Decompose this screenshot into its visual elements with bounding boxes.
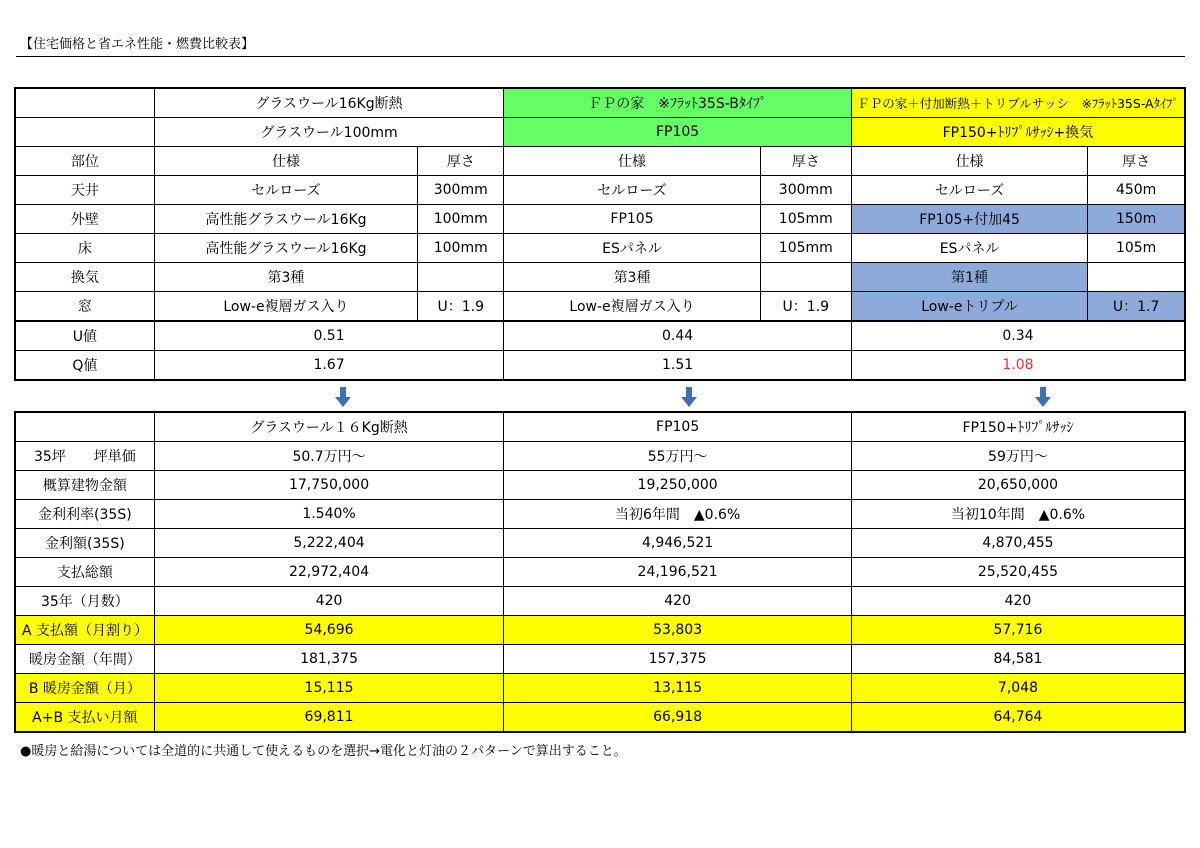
- cell: FP105+付加45: [851, 205, 1087, 234]
- cell: 0.44: [504, 321, 852, 351]
- cell: 100mm: [418, 205, 504, 234]
- cell: セルローズ: [154, 176, 417, 205]
- arrow-down-icon: [334, 386, 352, 408]
- title-underline: [16, 56, 1185, 57]
- q-value-row: [15, 351, 1185, 381]
- cell: 54,696: [154, 616, 504, 645]
- cell: セルローズ: [504, 176, 760, 205]
- cell: 22,972,404: [154, 558, 504, 587]
- cost-row: [15, 442, 1185, 471]
- row-label: U値: [15, 321, 154, 351]
- u-value-row: [15, 321, 1185, 351]
- cost-comparison-table: [14, 411, 1186, 733]
- cell: ESパネル: [851, 234, 1087, 263]
- cell: 1.51: [504, 351, 852, 381]
- col-header-fp-plus: ＦＰの家＋付加断熱＋トリプルサッシ ※ﾌﾗｯﾄ35S-Aﾀｲﾌﾟ: [851, 88, 1185, 118]
- cell: 第3種: [154, 263, 417, 292]
- cost-row-highlight: [15, 616, 1185, 645]
- cell: 55万円～: [504, 442, 852, 471]
- cell: 57,716: [851, 616, 1185, 645]
- cost-row-highlight: [15, 703, 1185, 733]
- row-label: 金利利率(35S): [15, 500, 154, 529]
- cell: U：1.7: [1088, 292, 1185, 322]
- cell: セルローズ: [851, 176, 1087, 205]
- blank-cell: [15, 412, 154, 442]
- cell: 高性能グラスウール16Kg: [154, 234, 417, 263]
- cost-row: [15, 471, 1185, 500]
- cell: 105mm: [760, 234, 851, 263]
- spec-row-wall: [15, 205, 1185, 234]
- cell: 420: [851, 587, 1185, 616]
- row-label: 外壁: [15, 205, 154, 234]
- spec-header-row: [15, 88, 1185, 118]
- cell: 150m: [1088, 205, 1185, 234]
- cell: ESパネル: [504, 234, 760, 263]
- cost-row-highlight: [15, 674, 1185, 703]
- cost-col-header: FP150+ﾄﾘﾌﾟﾙｻｯｼ: [851, 412, 1185, 442]
- cell: 1.540%: [154, 500, 504, 529]
- cell: 25,520,455: [851, 558, 1185, 587]
- cell: 第1種: [851, 263, 1087, 292]
- arrow-down-icon: [680, 386, 698, 408]
- cell: 420: [504, 587, 852, 616]
- cell: 84,581: [851, 645, 1185, 674]
- cell: 0.34: [851, 321, 1185, 351]
- cell: 157,375: [504, 645, 852, 674]
- row-label: 35坪 坪単価: [15, 442, 154, 471]
- cell: 20,650,000: [851, 471, 1185, 500]
- col-header-fp: ＦＰの家 ※ﾌﾗｯﾄ35S-Bﾀｲﾌﾟ: [504, 88, 852, 118]
- footnote: ●暖房と給湯については全道的に共通して使えるものを選択→電化と灯油の２パターンで算出すること。: [20, 744, 627, 759]
- cell: 50.7万円～: [154, 442, 504, 471]
- row-label: 床: [15, 234, 154, 263]
- cell: 181,375: [154, 645, 504, 674]
- cell: U：1.9: [760, 292, 851, 322]
- cell: 4,946,521: [504, 529, 852, 558]
- cost-row: [15, 500, 1185, 529]
- row-label: B 暖房金額（月）: [15, 674, 154, 703]
- blank-cell: [15, 118, 154, 147]
- cost-row: [15, 558, 1185, 587]
- spec-row-window: [15, 292, 1185, 322]
- cell: 69,811: [154, 703, 504, 733]
- cell: [1088, 263, 1185, 292]
- row-label: 暖房金額（年間）: [15, 645, 154, 674]
- row-label: Q値: [15, 351, 154, 381]
- label-thickness: 厚さ: [760, 147, 851, 176]
- label-part: 部位: [15, 147, 154, 176]
- cell: 当初6年間 ▲0.6%: [504, 500, 852, 529]
- cell: 450m: [1088, 176, 1185, 205]
- cell: 15,115: [154, 674, 504, 703]
- label-thickness: 厚さ: [418, 147, 504, 176]
- row-label: A 支払額（月割り）: [15, 616, 154, 645]
- label-spec: 仕様: [851, 147, 1087, 176]
- cell: Low-e複層ガス入り: [154, 292, 417, 322]
- cell: 高性能グラスウール16Kg: [154, 205, 417, 234]
- spec-row-ceiling: [15, 176, 1185, 205]
- cell: 420: [154, 587, 504, 616]
- cell: 13,115: [504, 674, 852, 703]
- cell: U：1.9: [418, 292, 504, 322]
- cell: 1.67: [154, 351, 504, 381]
- cell: FP105: [504, 205, 760, 234]
- cell: 24,196,521: [504, 558, 852, 587]
- cell: 64,764: [851, 703, 1185, 733]
- row-label: A+B 支払い月額: [15, 703, 154, 733]
- cell: [418, 263, 504, 292]
- cell: 100mm: [418, 234, 504, 263]
- cell: 7,048: [851, 674, 1185, 703]
- cell: 105m: [1088, 234, 1185, 263]
- cost-col-header: グラスウール１６Kg断熱: [154, 412, 504, 442]
- spec-row-floor: [15, 234, 1185, 263]
- label-spec: 仕様: [154, 147, 417, 176]
- cell: 53,803: [504, 616, 852, 645]
- spec-row-ventilation: [15, 263, 1185, 292]
- page-title: 【住宅価格と省エネ性能・燃費比較表】: [20, 37, 255, 52]
- col-sub-fp: FP105: [504, 118, 852, 147]
- cell: 59万円～: [851, 442, 1185, 471]
- cost-row: [15, 529, 1185, 558]
- row-label: 窓: [15, 292, 154, 322]
- spec-column-labels: [15, 147, 1185, 176]
- cell: 5,222,404: [154, 529, 504, 558]
- arrow-down-icon: [1034, 386, 1052, 408]
- label-spec: 仕様: [504, 147, 760, 176]
- cell: 300mm: [418, 176, 504, 205]
- cell: 当初10年間 ▲0.6%: [851, 500, 1185, 529]
- cost-header-row: [15, 412, 1185, 442]
- cell: 第3種: [504, 263, 760, 292]
- cell: Low-eトリプル: [851, 292, 1087, 322]
- label-thickness: 厚さ: [1088, 147, 1185, 176]
- cell: 300mm: [760, 176, 851, 205]
- cost-col-header: FP105: [504, 412, 852, 442]
- cell: 19,250,000: [504, 471, 852, 500]
- row-label: 金利額(35S): [15, 529, 154, 558]
- cell: [760, 263, 851, 292]
- cell: 105mm: [760, 205, 851, 234]
- cell: 17,750,000: [154, 471, 504, 500]
- row-label: 35年（月数）: [15, 587, 154, 616]
- col-sub-fp-plus: FP150+ﾄﾘﾌﾟﾙｻｯｼ+換気: [851, 118, 1185, 147]
- spec-subheader-row: [15, 118, 1185, 147]
- cost-row: [15, 587, 1185, 616]
- cell: 0.51: [154, 321, 504, 351]
- row-label: 概算建物金額: [15, 471, 154, 500]
- blank-cell: [15, 88, 154, 118]
- row-label: 支払総額: [15, 558, 154, 587]
- row-label: 換気: [15, 263, 154, 292]
- row-label: 天井: [15, 176, 154, 205]
- cell: 66,918: [504, 703, 852, 733]
- cell: 4,870,455: [851, 529, 1185, 558]
- col-header-gw: グラスウール16Kg断熱: [154, 88, 504, 118]
- cost-row: [15, 645, 1185, 674]
- col-sub-gw: グラスウール100mm: [154, 118, 504, 147]
- cell: Low-e複層ガス入り: [504, 292, 760, 322]
- spec-comparison-table: [14, 87, 1186, 381]
- cell: 1.08: [851, 351, 1185, 381]
